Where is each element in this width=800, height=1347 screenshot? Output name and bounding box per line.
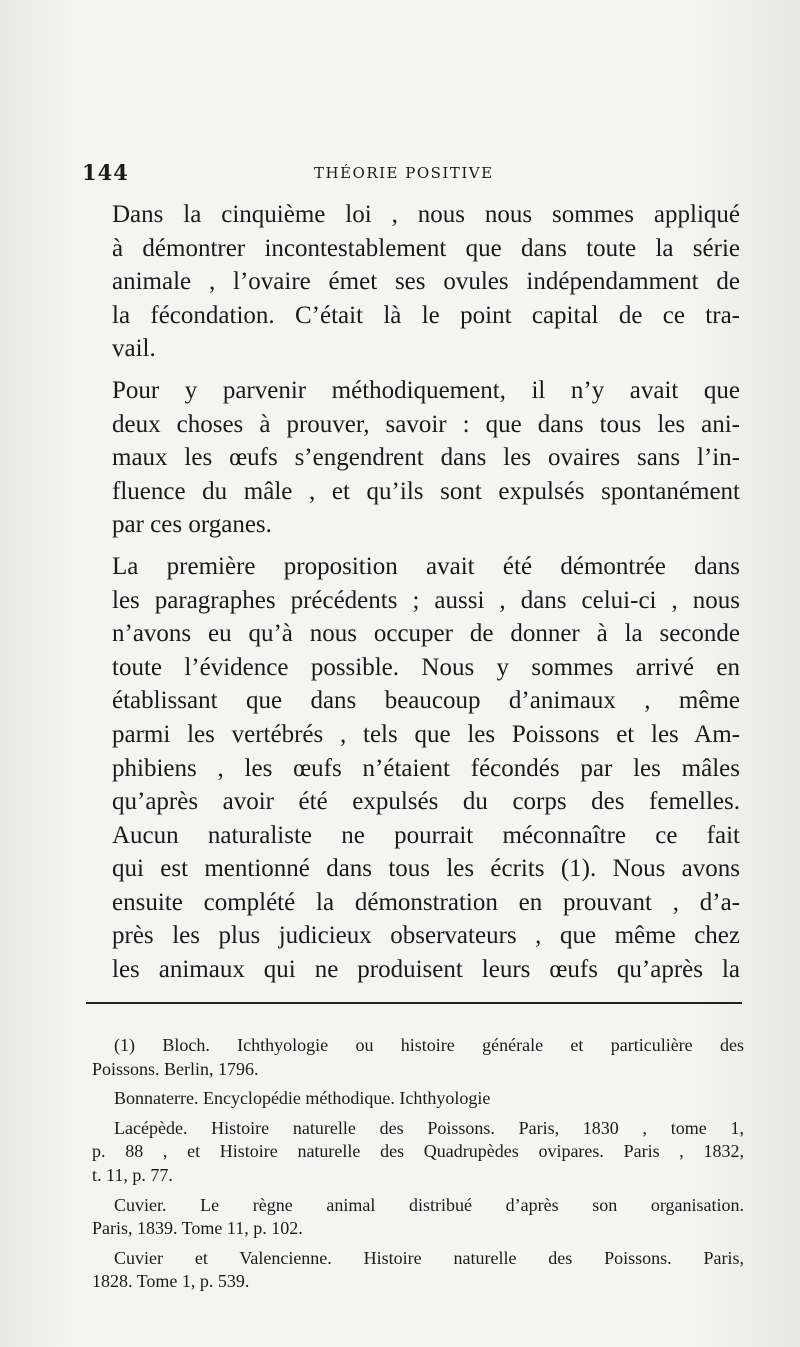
text-line: Aucun naturaliste ne pourrait méconnaître ce fait <box>112 821 740 849</box>
text-line: vail. <box>112 335 156 363</box>
text-line: les paragraphes précédents ; aussi , dans celui-ci , nous <box>112 586 740 614</box>
footnote-divider <box>86 1002 742 1004</box>
body-paragraph <box>82 550 740 987</box>
footnote <box>92 1247 744 1294</box>
text-line: les animaux qui ne produisent leurs œufs qu’après la <box>112 956 740 984</box>
text-line: Pour y parvenir méthodiquement, il n’y avait que <box>112 376 740 404</box>
page-header <box>82 160 742 190</box>
footnote <box>92 1117 744 1188</box>
text-line: animale , l’ovaire émet ses ovules indépendamment de <box>112 268 740 296</box>
body-paragraph <box>82 198 740 366</box>
footnote-line: t. 11, p. 77. <box>92 1164 173 1185</box>
footnote-line: Lacépède. Histoire naturelle des Poissons. Paris, 1830 , tome 1, <box>114 1117 744 1138</box>
text-line: établissant que dans beaucoup d’animaux , même <box>112 687 740 715</box>
text-line: près les plus judicieux observateurs , que même chez <box>112 922 740 950</box>
text-line: La première proposition avait été démontrée dans <box>112 552 740 580</box>
footnotes <box>92 1034 744 1300</box>
text-line: parmi les vertébrés , tels que les Poissons et les Am- <box>112 720 740 748</box>
footnote-line: p. 88 , et Histoire naturelle des Quadrupèdes ovipares. Paris , 1832, <box>92 1141 744 1162</box>
running-title: THÉORIE POSITIVE <box>314 164 494 182</box>
footnote-line: Paris, 1839. Tome 11, p. 102. <box>92 1218 303 1239</box>
text-line: Dans la cinquième loi , nous nous sommes appliqué <box>112 201 740 228</box>
footnote-line: (1) Bloch. Ichthyologie ou histoire générale et particulière des <box>114 1035 744 1055</box>
text-line: la fécondation. C’était là le point capital de ce tra- <box>112 301 740 329</box>
text-line: à démontrer incontestablement que dans toute la série <box>112 234 740 262</box>
page-number: 144 <box>82 160 129 185</box>
footnote-line: Cuvier. Le règne animal distribué d’après son organisation. <box>114 1194 744 1215</box>
footnote <box>92 1087 744 1111</box>
text-line: qu’après avoir été expulsés du corps des femelles. <box>112 788 740 816</box>
body-paragraph <box>82 374 740 542</box>
body-text <box>82 198 740 995</box>
text-line: maux les œufs s’engendrent dans les ovaires sans l’in- <box>112 444 740 472</box>
text-line: toute l’évidence possible. Nous y sommes arrivé en <box>112 653 740 681</box>
text-line: fluence du mâle , et qu’ils sont expulsés spontanément <box>112 477 740 505</box>
footnote-line: Cuvier et Valencienne. Histoire naturelle des Poissons. Paris, <box>114 1247 744 1268</box>
text-line: deux choses à prouver, savoir : que dans tous les ani- <box>112 410 740 438</box>
text-line: par ces organes. <box>112 511 272 539</box>
text-line: n’avons eu qu’à nous occuper de donner à la seconde <box>112 620 740 648</box>
footnote-line: Bonnaterre. Encyclopédie méthodique. Ichthyologie <box>114 1088 491 1109</box>
footnote <box>92 1194 744 1241</box>
footnote-line: 1828. Tome 1, p. 539. <box>92 1271 250 1292</box>
text-line: qui est mentionné dans tous les écrits (1). Nous avons <box>112 855 740 883</box>
footnote <box>92 1034 744 1081</box>
footnote-line: Poissons. Berlin, 1796. <box>92 1058 259 1079</box>
text-line: phibiens , les œufs n’étaient fécondés par les mâles <box>112 754 740 782</box>
text-line: ensuite complété la démonstration en prouvant , d’a- <box>112 888 740 916</box>
